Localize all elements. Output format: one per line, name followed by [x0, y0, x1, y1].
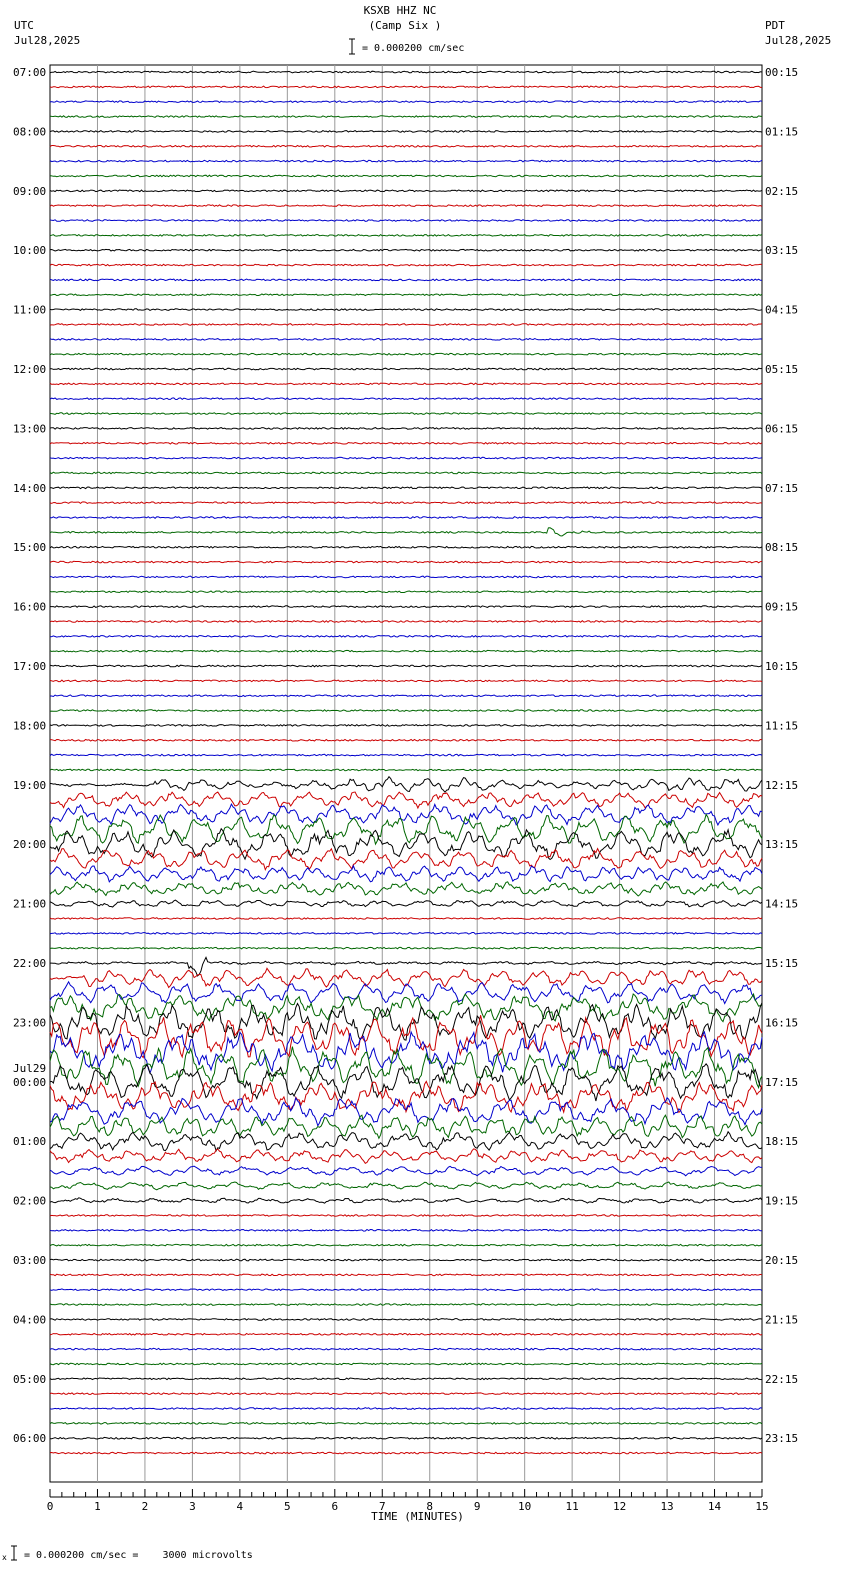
seismic-trace — [50, 792, 762, 808]
seismic-trace — [50, 1304, 762, 1306]
seismic-trace — [50, 472, 762, 474]
x-tick-label: 6 — [331, 1500, 339, 1513]
seismic-trace — [50, 1289, 762, 1291]
utc-hour-label: 06:00 — [13, 1432, 47, 1446]
seismic-trace — [50, 131, 762, 133]
utc-hour-label: 20:00 — [13, 838, 47, 852]
x-tick-label: 12 — [612, 1500, 627, 1513]
seismic-trace — [50, 606, 762, 608]
seismic-trace — [50, 1348, 762, 1350]
utc-hour-label: 14:00 — [13, 481, 47, 495]
seismic-trace — [50, 205, 762, 207]
seismic-trace — [50, 1259, 762, 1261]
seismic-trace — [50, 220, 762, 222]
pdt-hour-label: 20:15 — [765, 1254, 799, 1267]
seismic-trace — [50, 1215, 762, 1217]
utc-zone-label: UTC — [14, 19, 34, 32]
seismic-trace — [50, 1437, 762, 1439]
seismic-trace — [50, 71, 762, 73]
seismic-trace — [50, 175, 762, 177]
x-axis-label: TIME (MINUTES) — [371, 1510, 464, 1523]
seismic-trace — [50, 1393, 762, 1395]
seismic-trace — [50, 279, 762, 281]
seismic-trace — [50, 695, 762, 697]
pdt-hour-label: 16:15 — [765, 1016, 799, 1030]
seismic-trace — [50, 428, 762, 430]
seismic-trace — [50, 1408, 762, 1410]
seismic-trace — [50, 264, 762, 266]
utc-hour-label: 12:00 — [13, 363, 47, 376]
pdt-hour-label: 12:15 — [765, 778, 799, 792]
pdt-hour-label: 23:15 — [765, 1432, 799, 1446]
seismic-trace — [50, 650, 762, 652]
seismic-trace — [50, 815, 762, 845]
seismic-trace — [50, 1319, 762, 1321]
x-tick-label: 7 — [378, 1500, 386, 1513]
utc-hour-label: 02:00 — [13, 1194, 47, 1208]
utc-hour-label: 16:00 — [13, 600, 47, 614]
x-tick-label: 14 — [707, 1500, 722, 1513]
utc-hour-label: 18:00 — [13, 719, 47, 733]
seismic-trace — [50, 1198, 762, 1203]
seismic-trace — [50, 918, 762, 920]
scale-label-bottom: = 0.000200 cm/sec = 3000 microvolts — [24, 1550, 253, 1561]
seismic-trace — [50, 1149, 762, 1164]
x-tick-label: 5 — [284, 1500, 291, 1513]
seismic-trace — [50, 636, 762, 638]
seismic-trace — [50, 900, 762, 907]
pdt-hour-label: 13:15 — [765, 838, 799, 852]
utc-hour-label: 09:00 — [13, 184, 47, 198]
pdt-hour-label: 02:15 — [765, 184, 799, 198]
seismic-trace — [50, 1182, 762, 1190]
pdt-date-label: Jul28,2025 — [765, 34, 832, 47]
x-tick-label: 10 — [518, 1500, 532, 1513]
utc-hour-label: 19:00 — [13, 778, 47, 792]
seismic-trace — [50, 528, 762, 536]
seismic-trace — [50, 1334, 762, 1336]
utc-hour-label: 17:00 — [13, 660, 47, 673]
seismic-trace — [50, 1378, 762, 1380]
pdt-zone-label: PDT — [765, 19, 785, 32]
seismic-trace — [50, 1015, 762, 1057]
seismic-trace — [50, 1230, 762, 1232]
seismic-trace — [50, 725, 762, 727]
seismic-trace — [50, 86, 762, 88]
x-tick-label: 2 — [141, 1500, 149, 1513]
pdt-hour-label: 17:15 — [765, 1075, 799, 1089]
x-tick-label: 13 — [660, 1500, 674, 1513]
site-subtitle: (Camp Six ) — [368, 19, 442, 32]
seismic-trace — [50, 457, 762, 459]
seismic-trace — [50, 517, 762, 519]
station-title: KSXB HHZ NC — [363, 4, 437, 17]
seismic-trace — [50, 866, 762, 882]
pdt-hour-label: 04:15 — [765, 303, 799, 317]
seismic-trace — [50, 1115, 762, 1138]
seismic-trace — [50, 398, 762, 400]
utc-hour-label: 15:00 — [13, 541, 47, 555]
pdt-hour-label: 11:15 — [765, 719, 799, 733]
seismic-trace — [50, 116, 762, 118]
pdt-hour-label: 05:15 — [765, 363, 799, 376]
x-tick-label: 15 — [755, 1500, 769, 1513]
seismic-trace — [50, 294, 762, 296]
seismic-trace — [50, 710, 762, 712]
utc-hour-label: 01:00 — [13, 1135, 47, 1149]
seismic-trace — [50, 324, 762, 326]
utc-hour-label: 11:00 — [13, 303, 47, 317]
utc-hour-label: 04:00 — [13, 1313, 47, 1327]
utc-hour-label: 00:00 — [13, 1075, 47, 1089]
seismic-trace — [50, 665, 762, 667]
seismic-trace — [50, 754, 762, 756]
seismic-trace — [50, 849, 762, 870]
seismic-trace — [50, 487, 762, 489]
seismic-trace — [50, 982, 762, 1004]
pdt-hour-label: 00:15 — [765, 66, 799, 79]
utc-hour-label: 08:00 — [13, 125, 47, 139]
pdt-hour-label: 19:15 — [765, 1194, 799, 1208]
seismic-trace — [50, 502, 762, 504]
utc-hour-label: 05:00 — [13, 1372, 47, 1386]
seismic-trace — [50, 576, 762, 578]
seismic-trace — [50, 160, 762, 162]
utc-hour-label: 21:00 — [13, 897, 47, 911]
seismic-trace — [50, 769, 762, 771]
pdt-hour-label: 07:15 — [765, 481, 799, 495]
utc-hour-label: 22:00 — [13, 957, 47, 970]
seismic-trace — [50, 101, 762, 103]
x-tick-label: 3 — [189, 1500, 196, 1513]
seismic-trace — [50, 680, 762, 682]
seismic-trace — [50, 1132, 762, 1151]
utc-hour-label: 03:00 — [13, 1254, 47, 1267]
seismic-trace — [50, 1452, 762, 1454]
plot-frame — [50, 65, 762, 1482]
pdt-hour-label: 09:15 — [765, 600, 799, 614]
x-tick-label: 1 — [94, 1500, 101, 1513]
seismic-trace — [50, 235, 762, 237]
seismic-trace — [50, 339, 762, 341]
utc-hour-label: 07:00 — [13, 66, 47, 79]
pdt-hour-label: 21:15 — [765, 1313, 799, 1327]
pdt-hour-label: 03:15 — [765, 244, 799, 258]
seismic-trace — [50, 249, 762, 251]
seismic-trace — [50, 309, 762, 311]
pdt-hour-label: 22:15 — [765, 1372, 799, 1386]
seismic-trace — [50, 1047, 762, 1088]
seismic-trace — [50, 383, 762, 385]
pdt-hour-label: 18:15 — [765, 1135, 799, 1149]
scale-label-top: = 0.000200 cm/sec — [362, 43, 465, 54]
x-tick-label: 0 — [46, 1500, 54, 1513]
x-tick-label: 8 — [426, 1500, 434, 1513]
seismic-trace — [50, 957, 762, 976]
pdt-hour-label: 10:15 — [765, 660, 799, 673]
seismic-trace — [50, 621, 762, 623]
utc-date-label: Jul28,2025 — [14, 34, 81, 47]
scale-bar-top-icon — [349, 39, 355, 54]
x-tick-label: 11 — [565, 1500, 579, 1513]
svg-text:x: x — [2, 1553, 7, 1562]
utc-hour-label: 23:00 — [13, 1016, 47, 1030]
utc-hour-label: 13:00 — [13, 422, 47, 436]
pdt-hour-label: 14:15 — [765, 897, 799, 911]
seismic-trace — [50, 1244, 762, 1246]
seismic-trace — [50, 1423, 762, 1425]
pdt-hour-label: 01:15 — [765, 125, 799, 139]
seismic-trace — [50, 443, 762, 445]
pdt-hour-label: 06:15 — [765, 422, 799, 436]
seismic-trace — [50, 413, 762, 415]
seismic-trace — [50, 1166, 762, 1176]
seismic-trace — [50, 1274, 762, 1276]
seismic-trace — [50, 561, 762, 563]
seismic-trace — [50, 882, 762, 896]
seismic-trace — [50, 804, 762, 825]
seismic-trace — [50, 933, 762, 935]
seismic-trace — [50, 190, 762, 192]
seismic-trace — [50, 546, 762, 548]
seismic-trace — [50, 777, 762, 793]
seismic-trace — [50, 353, 762, 355]
seismic-trace — [50, 1363, 762, 1365]
seismic-trace — [50, 994, 762, 1022]
pdt-hour-label: 08:15 — [765, 541, 799, 555]
seismic-trace — [50, 591, 762, 593]
utc-hour-label: 10:00 — [13, 244, 47, 258]
day-change-label: Jul29 — [13, 1061, 47, 1075]
pdt-hour-label: 15:15 — [765, 957, 799, 970]
seismic-trace — [50, 146, 762, 148]
scale-bar-bottom-icon — [2, 1546, 17, 1562]
seismic-trace — [50, 740, 762, 742]
x-tick-label: 4 — [236, 1500, 244, 1513]
seismic-trace — [50, 368, 762, 370]
seismic-trace — [50, 947, 762, 949]
x-tick-label: 9 — [473, 1500, 481, 1513]
